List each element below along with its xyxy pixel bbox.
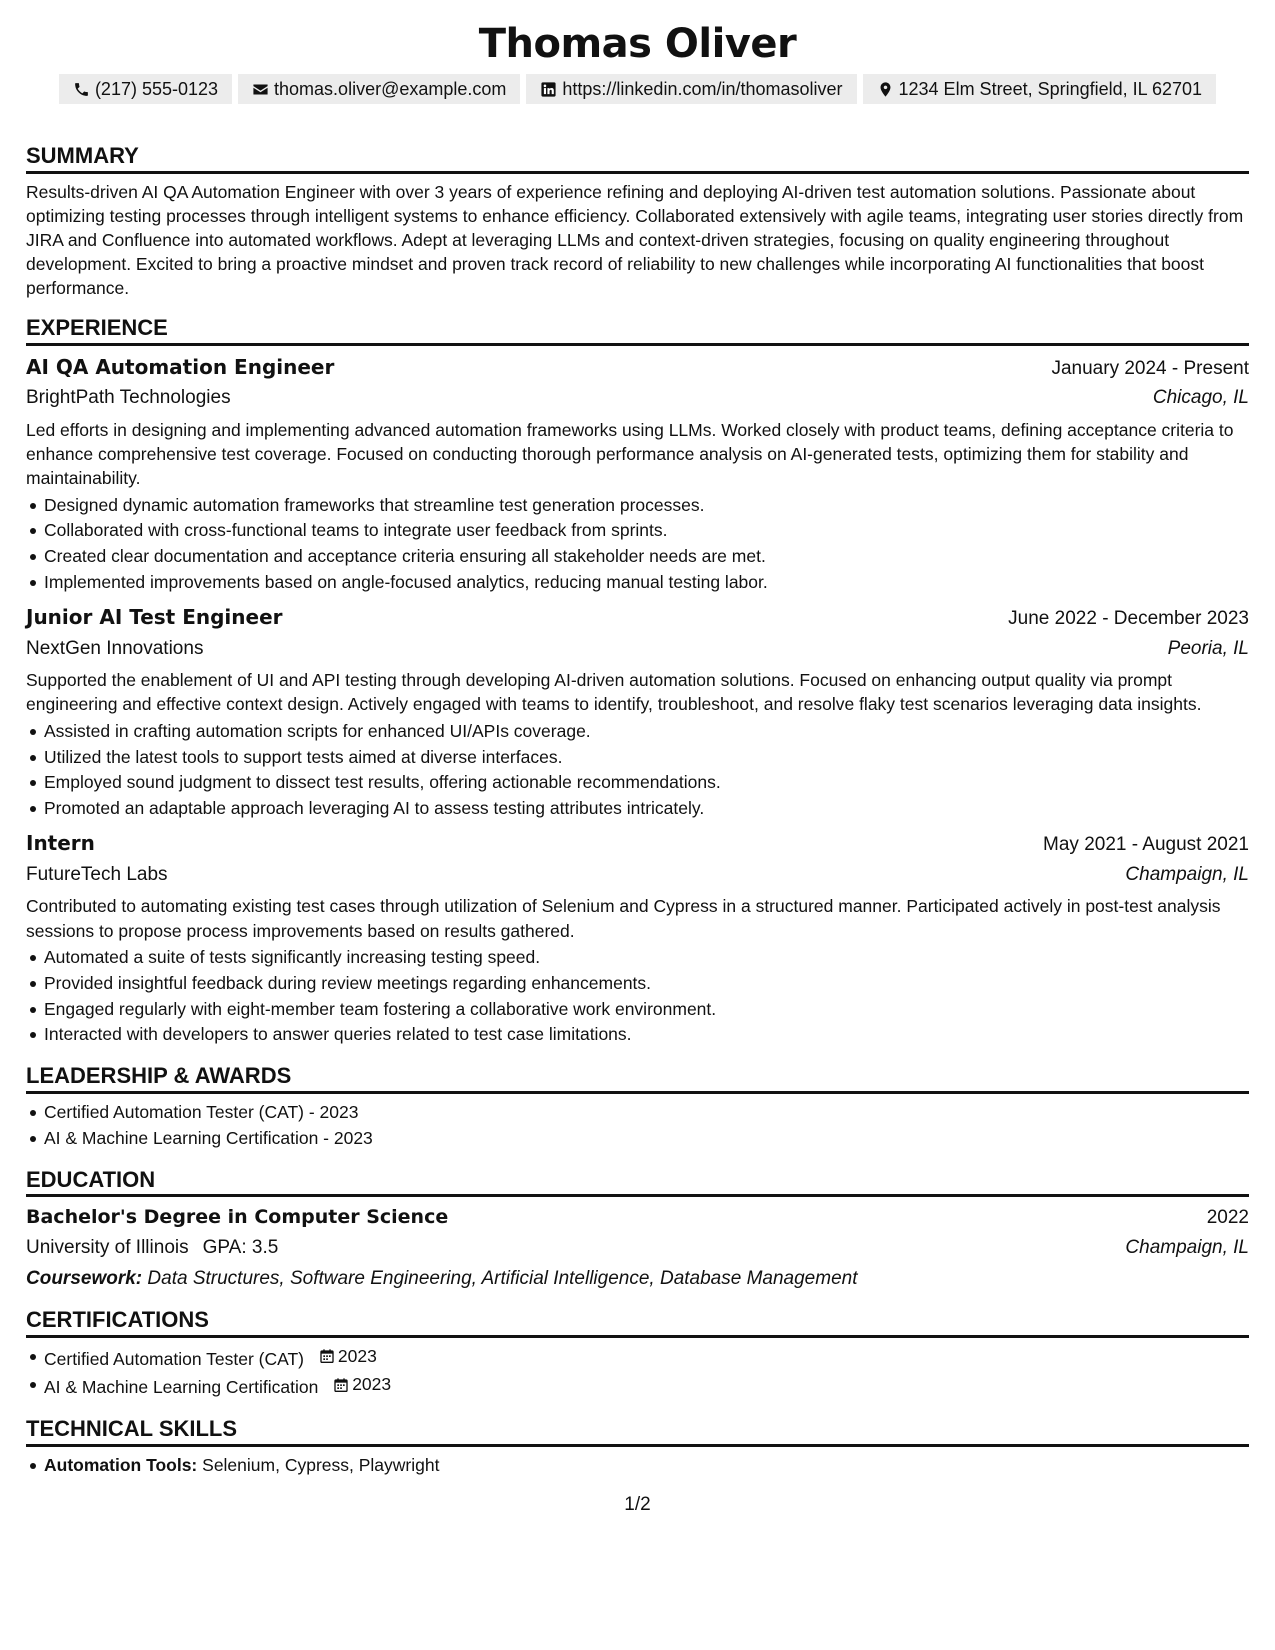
contact-phone xyxy=(59,74,232,104)
list-item: Assisted in crafting automation scripts for enhanced UI/APIs coverage. xyxy=(44,719,1249,745)
section-heading: EXPERIENCE xyxy=(26,314,1249,346)
job-bullets xyxy=(26,945,1249,1049)
experience-section xyxy=(26,314,1249,1048)
coursework xyxy=(26,1266,1249,1292)
job-location: Peoria, IL xyxy=(1167,637,1249,659)
skills-section xyxy=(26,1415,1249,1478)
list-item: Provided insightful feedback during review meetings regarding enhancements. xyxy=(44,971,1249,997)
list-item: Interacted with developers to answer queries related to test case limitations. xyxy=(44,1022,1249,1048)
skill-values: Selenium, Cypress, Playwright xyxy=(202,1454,440,1475)
job-description: Led efforts in designing and implementing advanced automation frameworks using LLMs. Worked closely with product teams, defining acceptance criteria to enhance comprehensive test coverage. Focused on conducting thorough performance analysis on AI-generated tests, optimizing them for stability and maintainability. xyxy=(26,420,1234,489)
coursework-list: Data Structures, Software Engineering, Artificial Intelligence, Database Management xyxy=(147,1268,858,1290)
certification-date xyxy=(319,1344,377,1370)
calendar-icon xyxy=(319,1348,335,1364)
contact-linkedin[interactable] xyxy=(526,74,856,104)
contact-email[interactable] xyxy=(238,74,520,104)
coursework-label: Coursework: xyxy=(26,1268,143,1290)
certifications-list xyxy=(26,1344,1249,1402)
degree-title: Bachelor's Degree in Computer Science xyxy=(26,1206,449,1229)
contact-bar xyxy=(26,74,1249,104)
list-item: Employed sound judgment to dissect test results, offering actionable recommendations. xyxy=(44,770,1249,796)
section-heading: EDUCATION xyxy=(26,1166,1249,1198)
section-heading: CERTIFICATIONS xyxy=(26,1306,1249,1338)
page-number: 1/2 xyxy=(624,1494,651,1515)
leadership-section xyxy=(26,1062,1249,1151)
company-name: NextGen Innovations xyxy=(26,637,204,659)
list-item xyxy=(44,1372,1249,1401)
job-title: Intern xyxy=(26,831,95,856)
skills-list xyxy=(26,1453,1249,1479)
company-name: BrightPath Technologies xyxy=(26,387,231,409)
certifications-section xyxy=(26,1306,1249,1401)
job-bullets xyxy=(26,493,1249,597)
list-item: AI & Machine Learning Certification - 2023 xyxy=(44,1126,1249,1152)
candidate-name: Thomas Oliver xyxy=(478,21,797,67)
summary-text: Results-driven AI QA Automation Engineer with over 3 years of experience refining and deploying AI-driven test automation solutions. Passionate about optimizing testing processes through intelligent systems to enhance efficiency. Collaborated extensively with agile teams, integrating user stories directly from JIRA and Confluence into automated workflows. Adept at leveraging LLMs and context-driven strategies, focusing on quality engineering throughout development. Excited to bring a proactive mindset and proven track record of reliability to new challenges while incorporating AI functionalities that boost performance. xyxy=(26,181,1244,299)
job-location: Chicago, IL xyxy=(1152,387,1249,409)
leadership-list xyxy=(26,1100,1249,1152)
experience-entry xyxy=(26,604,1249,822)
address-text: 1234 Elm Street, Springfield, IL 62701 xyxy=(898,79,1203,99)
list-item: Certified Automation Tester (CAT) - 2023 xyxy=(44,1100,1249,1126)
list-item: Created clear documentation and acceptance criteria ensuring all stakeholder needs are met. xyxy=(44,544,1249,570)
linkedin-icon xyxy=(540,81,557,98)
list-item: Engaged regularly with eight-member team fostering a collaborative work environment. xyxy=(44,997,1249,1023)
job-dates: January 2024 - Present xyxy=(1051,357,1249,379)
job-dates: June 2022 - December 2023 xyxy=(1008,608,1249,630)
experience-entry xyxy=(26,830,1249,1048)
certification-name: Certified Automation Tester (CAT) xyxy=(44,1348,305,1369)
list-item: Utilized the latest tools to support tests aimed at diverse interfaces. xyxy=(44,745,1249,771)
phone-text: (217) 555-0123 xyxy=(94,79,219,99)
section-heading: TECHNICAL SKILLS xyxy=(26,1415,1249,1447)
list-item: Automated a suite of tests significantly increasing testing speed. xyxy=(44,945,1249,971)
list-item xyxy=(44,1344,1249,1373)
section-heading: LEADERSHIP & AWARDS xyxy=(26,1062,1249,1094)
job-dates: May 2021 - August 2021 xyxy=(1043,834,1249,856)
section-heading: SUMMARY xyxy=(26,142,1249,174)
resume-content xyxy=(26,20,1249,1479)
list-item: Promoted an adaptable approach leveraging AI to assess testing attributes intricately. xyxy=(44,796,1249,822)
summary-section xyxy=(26,142,1249,300)
school-name: University of Illinois xyxy=(26,1236,189,1258)
list-item: Implemented improvements based on angle-focused analytics, reducing manual testing labor. xyxy=(44,570,1249,596)
calendar-icon xyxy=(333,1377,349,1393)
linkedin-text: https://linkedin.com/in/thomasoliver xyxy=(562,79,843,99)
education-section xyxy=(26,1166,1249,1292)
graduation-year: 2022 xyxy=(1206,1207,1249,1229)
gpa: GPA: 3.5 xyxy=(202,1236,279,1258)
certification-date xyxy=(333,1372,391,1398)
map-pin-icon xyxy=(877,81,894,98)
envelope-icon xyxy=(252,81,269,98)
phone-icon xyxy=(73,81,90,98)
school-location: Champaign, IL xyxy=(1125,1236,1249,1258)
contact-address xyxy=(863,74,1217,104)
job-title: Junior AI Test Engineer xyxy=(26,605,283,630)
job-description: Supported the enablement of UI and API testing through developing AI-driven automation solutions. Focused on enhancing output quality via prompt engineering and effective context design. Actively engaged with teams to identify, troubleshoot, and resolve flaky test scenarios leveraging data insights. xyxy=(26,670,1202,715)
list-item xyxy=(44,1453,1249,1479)
company-name: FutureTech Labs xyxy=(26,863,168,885)
skill-category: Automation Tools: xyxy=(44,1454,198,1475)
email-text: thomas.oliver@example.com xyxy=(274,79,507,99)
education-entry xyxy=(26,1205,1249,1292)
certification-year: 2023 xyxy=(337,1345,377,1366)
certification-year: 2023 xyxy=(352,1374,392,1395)
experience-entry xyxy=(26,354,1249,596)
list-item: Designed dynamic automation frameworks that streamline test generation processes. xyxy=(44,493,1249,519)
list-item: Collaborated with cross-functional teams to integrate user feedback from sprints. xyxy=(44,518,1249,544)
job-title: AI QA Automation Engineer xyxy=(26,354,335,379)
job-bullets xyxy=(26,719,1249,823)
certification-name: AI & Machine Learning Certification xyxy=(44,1377,319,1398)
job-location: Champaign, IL xyxy=(1125,863,1249,885)
job-description: Contributed to automating existing test cases through utilization of Selenium and Cypress in a structured manner. Participated actively in post-test analysis sessions to propose process improvements based on results gathered. xyxy=(26,896,1221,941)
